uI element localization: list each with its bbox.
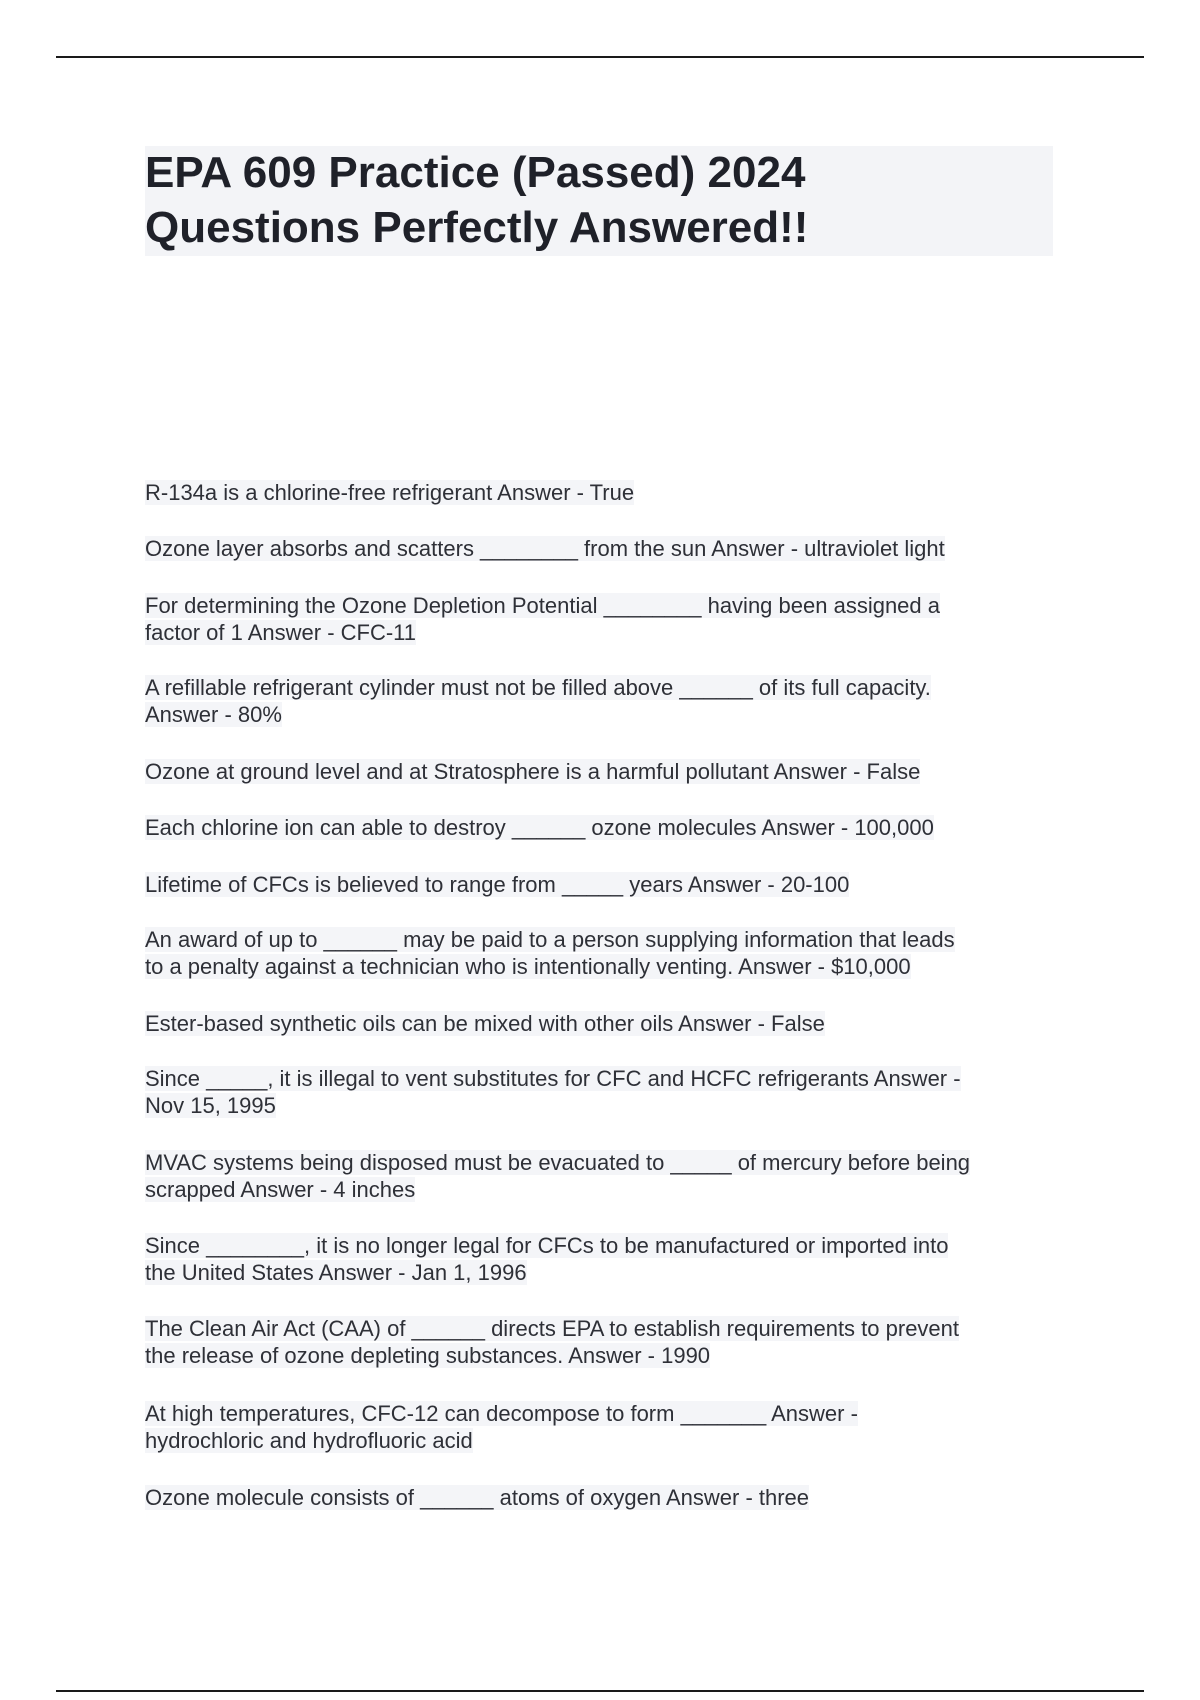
qa-line: The Clean Air Act (CAA) of ______ directs EPA to establish requirements to prevent (145, 1316, 960, 1341)
title-line-1: EPA 609 Practice (Passed) 2024 (145, 148, 806, 197)
qa-item (145, 1484, 1065, 1511)
qa-item (145, 479, 1065, 506)
qa-line: the release of ozone depleting substances. Answer - 1990 (145, 1343, 711, 1368)
qa-line: MVAC systems being disposed must be evacuated to _____ of mercury before being (145, 1150, 971, 1175)
qa-line: Ozone at ground level and at Stratosphere is a harmful pollutant Answer - False (145, 759, 921, 784)
qa-line: scrapped Answer - 4 inches (145, 1177, 416, 1202)
qa-item (145, 871, 1065, 898)
qa-item (145, 674, 1065, 728)
qa-line: to a penalty against a technician who is intentionally venting. Answer - $10,000 (145, 954, 911, 979)
qa-line: Lifetime of CFCs is believed to range from _____ years Answer - 20-100 (145, 872, 850, 897)
qa-item (145, 814, 1065, 841)
qa-line: R-134a is a chlorine-free refrigerant Answer - True (145, 480, 635, 505)
qa-line: Ozone layer absorbs and scatters ________ from the sun Answer - ultraviolet light (145, 536, 945, 561)
qa-line: factor of 1 Answer - CFC-11 (145, 620, 417, 645)
qa-line: At high temperatures, CFC-12 can decompose to form _______ Answer - (145, 1401, 858, 1426)
qa-item (145, 535, 1065, 562)
qa-line: Answer - 80% (145, 702, 282, 727)
document-title (145, 146, 1053, 256)
qa-item (145, 1315, 1065, 1369)
top-rule (56, 56, 1144, 58)
qa-item (145, 1232, 1065, 1286)
qa-item (145, 1400, 1065, 1454)
qa-line: A refillable refrigerant cylinder must not be filled above ______ of its full capacity. (145, 675, 931, 700)
qa-item (145, 758, 1065, 785)
qa-line: hydrochloric and hydrofluoric acid (145, 1428, 473, 1453)
qa-line: Since _____, it is illegal to vent substitutes for CFC and HCFC refrigerants Answer - (145, 1066, 961, 1091)
qa-item (145, 1065, 1065, 1119)
qa-item (145, 592, 1065, 646)
qa-line: Ozone molecule consists of ______ atoms of oxygen Answer - three (145, 1485, 810, 1510)
qa-line: Ester-based synthetic oils can be mixed with other oils Answer - False (145, 1011, 825, 1036)
qa-item (145, 1149, 1065, 1203)
qa-line: Since ________, it is no longer legal for CFCs to be manufactured or imported into (145, 1233, 949, 1258)
qa-line: Each chlorine ion can able to destroy ______ ozone molecules Answer - 100,000 (145, 815, 934, 840)
qa-item (145, 1010, 1065, 1037)
qa-line: the United States Answer - Jan 1, 1996 (145, 1260, 527, 1285)
qa-line: An award of up to ______ may be paid to a person supplying information that leads (145, 927, 955, 952)
qa-line: Nov 15, 1995 (145, 1093, 276, 1118)
qa-item (145, 926, 1065, 980)
qa-line: For determining the Ozone Depletion Potential ________ having been assigned a (145, 593, 940, 618)
title-line-2: Questions Perfectly Answered!! (145, 203, 809, 252)
bottom-rule (56, 1690, 1144, 1692)
